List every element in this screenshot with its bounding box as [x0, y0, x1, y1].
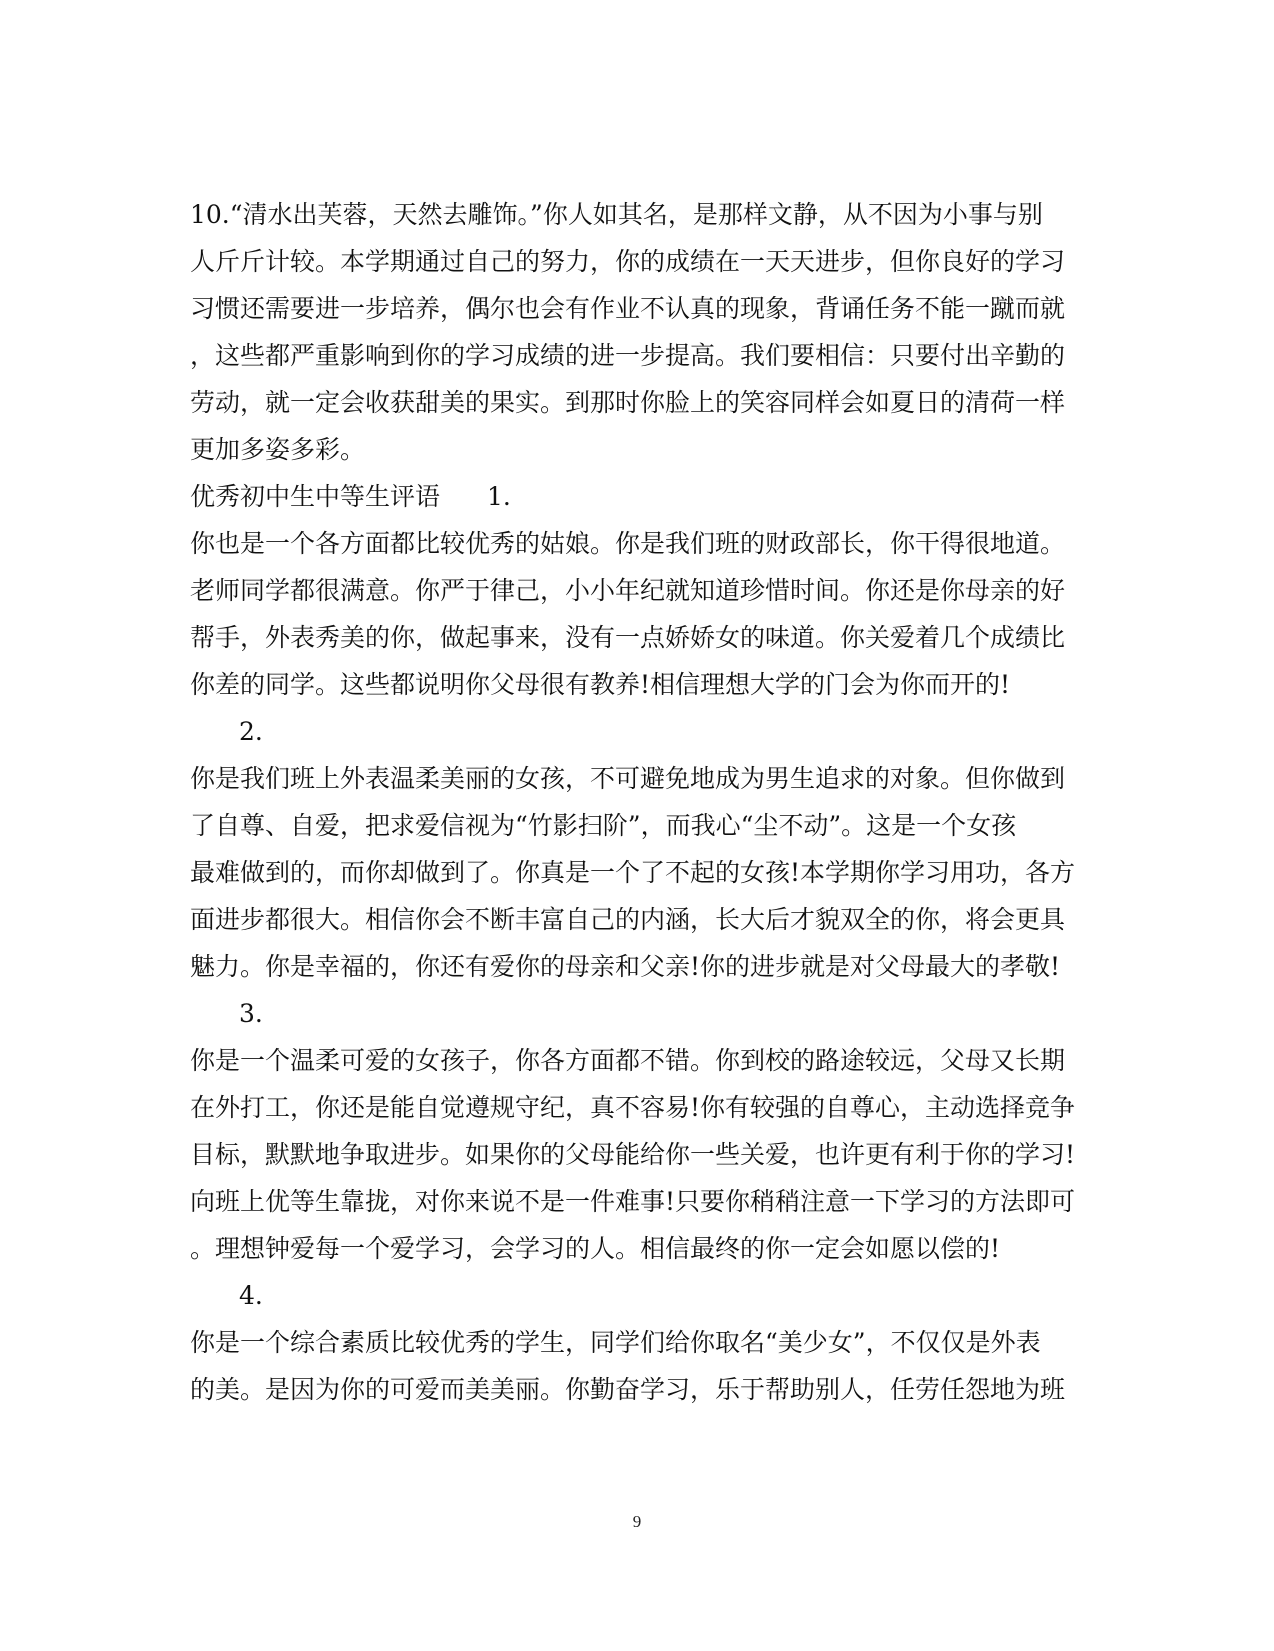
text-line: 最难做到的，而你却做到了。你真是一个了不起的女孩!本学期你学习用功，各方: [190, 858, 1076, 887]
section-title: 优秀初中生中等生评语: [190, 482, 441, 511]
text-line: 劳动，就一定会收获甜美的果实。到那时你脸上的笑容同样会如夏日的清荷一样: [190, 388, 1066, 417]
section-heading: [190, 482, 1090, 512]
text-line: 你也是一个各方面都比较优秀的姑娘。你是我们班的财政部长，你干得很地道。: [190, 529, 1066, 558]
text-line: 你是我们班上外表温柔美丽的女孩，不可避免地成为男生追求的对象。但你做到: [190, 764, 1066, 793]
text-line: 在外打工，你还是能自觉遵规守纪，真不容易!你有较强的自尊心，主动选择竞争: [190, 1093, 1076, 1122]
text-line: 你是一个综合素质比较优秀的学生，同学们给你取名“美少女”，不仅仅是外表: [190, 1328, 1041, 1357]
text-line: 你是一个温柔可爱的女孩子，你各方面都不错。你到校的路途较远，父母又长期: [190, 1046, 1066, 1075]
text-line: 帮手，外表秀美的你，做起事来，没有一点娇娇女的味道。你关爱着几个成绩比: [190, 623, 1066, 652]
text-line: 的美。是因为你的可爱而美美丽。你勤奋学习，乐于帮助别人，任劳任怨地为班: [190, 1375, 1066, 1404]
item-number: 3.: [239, 999, 263, 1028]
text-line: 向班上优等生靠拢，对你来说不是一件难事!只要你稍稍注意一下学习的方法即可: [190, 1187, 1076, 1216]
item-number: 4.: [239, 1281, 263, 1310]
section-first-number: 1.: [487, 482, 511, 511]
text-line: 你差的同学。这些都说明你父母很有教养!相信理想大学的门会为你而开的!: [190, 670, 1011, 699]
page-number: 9: [632, 1512, 642, 1531]
text-line: 10.“清水出芙蓉，天然去雕饰。”你人如其名，是那样文静，从不因为小事与别: [190, 200, 1043, 229]
text-line: 目标，默默地争取进步。如果你的父母能给你一些关爱，也许更有利于你的学习!: [190, 1140, 1076, 1169]
text-line: 魅力。你是幸福的，你还有爱你的母亲和父亲!你的进步就是对父母最大的孝敬!: [190, 952, 1061, 981]
text-line: 了自尊、自爱，把求爱信视为“竹影扫阶”，而我心“尘不动”。这是一个女孩: [190, 811, 1017, 840]
text-line: 。理想钟爱每一个爱学习，会学习的人。相信最终的你一定会如愿以偿的!: [190, 1234, 1001, 1263]
text-line: ，这些都严重影响到你的学习成绩的进一步提高。我们要相信：只要付出辛勤的: [190, 341, 1066, 370]
text-line: 老师同学都很满意。你严于律己，小小年纪就知道珍惜时间。你还是你母亲的好: [190, 576, 1066, 605]
text-line: 更加多姿多彩。: [190, 435, 366, 464]
text-line: 习惯还需要进一步培养，偶尔也会有作业不认真的现象，背诵任务不能一蹴而就: [190, 294, 1066, 323]
text-line: 面进步都很大。相信你会不断丰富自己的内涵，长大后才貌双全的你，将会更具: [190, 905, 1066, 934]
item-number: 2.: [239, 717, 263, 746]
text-line: 人斤斤计较。本学期通过自己的努力，你的成绩在一天天进步，但你良好的学习: [190, 247, 1066, 276]
